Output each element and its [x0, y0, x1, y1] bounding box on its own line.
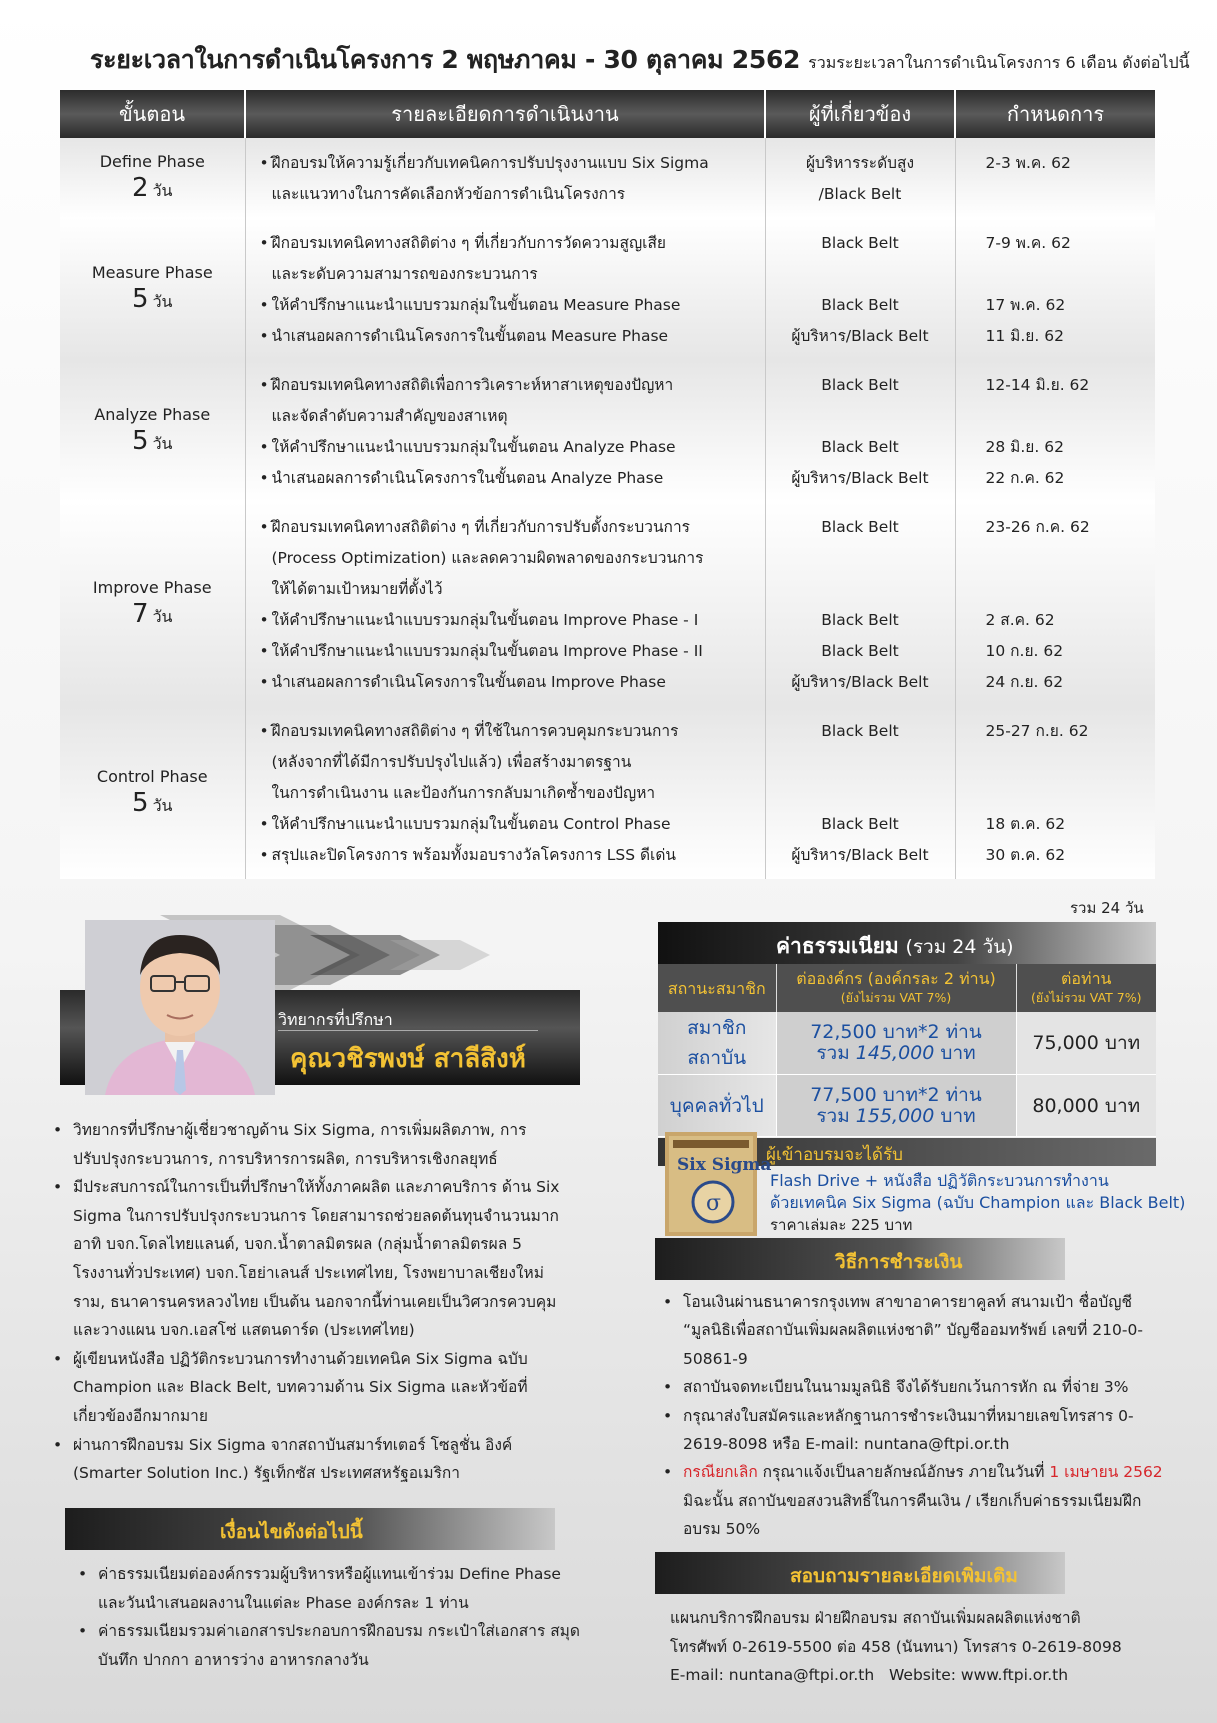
- task-line: ให้ได้ตามเป้าหมายที่ตั้งไว้: [271, 580, 443, 598]
- bio-item: • ผู้เขียนหนังสือ ปฏิวัติกระบวนการทำงานด้วยเทคนิค Six Sigma ฉบับ Champion และ Black Belt, บทความด้าน Six Sigma และหัวข้อที่เกี่ยวข้องอีกมากมาย: [45, 1345, 575, 1431]
- schedule-total: รวม 24 วัน: [1070, 899, 1144, 917]
- phase-name: Analyze Phase: [94, 405, 211, 424]
- person-line: [766, 259, 955, 290]
- cancel-deadline: 1 เมษายน 2562: [1049, 1463, 1163, 1482]
- schedule-row: [60, 360, 1155, 502]
- benefits-line: ด้วยเทคนิค Six Sigma (ฉบับ Champion และ Black Belt): [770, 1193, 1186, 1212]
- person-line: Black Belt: [821, 296, 899, 314]
- person-line: ผู้บริหาร/Black Belt: [791, 846, 929, 864]
- date-line: [986, 259, 1150, 290]
- task-line: • ให้คำปรึกษาแนะนำแบบรวมกลุ่มในขั้นตอน Improve Phase - I: [260, 605, 759, 636]
- task-line: • นำเสนอผลการดำเนินโครงการในขั้นตอน Improve Phase: [260, 667, 759, 698]
- date-line: 28 มิ.ย. 62: [985, 438, 1064, 456]
- detail-cell: [245, 360, 765, 502]
- fees-column-header: สถานะสมาชิก: [658, 964, 776, 1012]
- task-line: • ฝึกอบรมเทคนิคทางสถิติเพื่อการวิเคราะห์หาสาเหตุของปัญหา: [260, 370, 759, 401]
- fees-title-sub: (รวม 24 วัน): [905, 936, 1014, 958]
- schedule-row: [60, 138, 1155, 218]
- contact-line: E-mail: nuntana@ftpi.or.th Website: www.ftpi.or.th: [670, 1666, 1069, 1685]
- task-line: • ให้คำปรึกษาแนะนำแบบรวมกลุ่มในขั้นตอน Improve Phase - II: [260, 636, 759, 667]
- benefits-text: [770, 1170, 1185, 1236]
- phase-name: Improve Phase: [92, 578, 212, 597]
- bio-item: • วิทยากรที่ปรึกษาผู้เชี่ยวชาญด้าน Six Sigma, การเพิ่มผลิตภาพ, การปรับปรุงกระบวนการ, การบริหารการผลิต, การบริหารเชิงกลยุทธ์: [45, 1116, 575, 1173]
- task-line: • นำเสนอผลการดำเนินโครงการในขั้นตอน Measure Phase: [260, 321, 759, 352]
- payment-list: [655, 1288, 1165, 1544]
- date-line: [986, 778, 1150, 809]
- task-line: • ฝึกอบรมเทคนิคทางสถิติต่าง ๆ ที่เกี่ยวกับการวัดความสูญเสีย: [260, 228, 759, 259]
- contact-title: สอบถามรายละเอียดเพิ่มเติม: [790, 1565, 1018, 1587]
- ppl-cell: [765, 360, 955, 502]
- person-line: ผู้บริหารระดับสูง: [805, 154, 915, 172]
- benefits-title: ผู้เข้าอบรมจะได้รับ: [766, 1145, 903, 1165]
- task-line: และแนวทางในการคัดเลือกหัวข้อการดำเนินโครงการ: [271, 185, 626, 203]
- page-subtitle: รวมระยะเวลาในการดำเนินโครงการ 6 เดือน ดังต่อไปนี้: [808, 53, 1190, 72]
- task-line: และระดับความสามารถของกระบวนการ: [271, 265, 538, 283]
- column-header: ผู้ที่เกี่ยวข้อง: [765, 90, 955, 138]
- person-line: ผู้บริหาร/Black Belt: [791, 469, 929, 487]
- conditions-title: เงื่อนไขดังต่อไปนี้: [220, 1521, 363, 1543]
- phase-cell: [60, 502, 245, 706]
- advisor-label: วิทยากรที่ปรึกษา: [278, 1010, 393, 1029]
- fees-row: [658, 1075, 1156, 1137]
- page-title: ระยะเวลาในการดำเนินโครงการ 2 พฤษภาคม - 30 ตุลาคม 2562: [90, 45, 801, 74]
- date-line: [986, 543, 1150, 574]
- date-line: 2-3 พ.ค. 62: [985, 154, 1071, 172]
- phase-duration: 5 วัน: [132, 426, 173, 456]
- ppl-cell: [765, 138, 955, 218]
- fees-column-header: ต่อท่าน (ยังไม่รวม VAT 7%): [1016, 964, 1156, 1012]
- when-cell: [955, 360, 1155, 502]
- schedule-row: [60, 218, 1155, 360]
- date-line: 23-26 ก.ค. 62: [985, 518, 1090, 536]
- fees-row: [658, 1012, 1156, 1075]
- svg-text:Six Sigma: Six Sigma: [677, 1155, 772, 1175]
- person-line: [766, 543, 955, 574]
- when-cell: [955, 138, 1155, 218]
- contact-line: แผนกบริการฝึกอบรม ฝ่ายฝึกอบรม สถาบันเพิ่มผลผลิตแห่งชาติ: [670, 1609, 1081, 1627]
- ppl-cell: [765, 706, 955, 879]
- person-line: Black Belt: [821, 722, 899, 740]
- payment-title: วิธีการชำระเงิน: [835, 1251, 963, 1273]
- conditions-list: [70, 1560, 580, 1674]
- task-line: • ฝึกอบรมเทคนิคทางสถิติต่าง ๆ ที่ใช้ในการควบคุมกระบวนการ: [260, 716, 759, 747]
- contact-info: [670, 1604, 1122, 1690]
- task-line: (Process Optimization) และลดความผิดพลาดของกระบวนการ: [271, 549, 704, 567]
- condition-item: • ค่าธรรมเนียมต่อองค์กรรวมผู้บริหารหรือผู้แทนเข้าร่วม Define Phase และวันนำเสนอผลงานในแต่ละ Phase องค์กรละ 1 ท่าน: [70, 1560, 580, 1617]
- person-line: Black Belt: [821, 815, 899, 833]
- column-header: กำหนดการ: [955, 90, 1155, 138]
- when-cell: [955, 706, 1155, 879]
- task-line: • นำเสนอผลการดำเนินโครงการในขั้นตอน Analyze Phase: [260, 463, 759, 494]
- task-line: • ให้คำปรึกษาแนะนำแบบรวมกลุ่มในขั้นตอน Analyze Phase: [260, 432, 759, 463]
- task-line: • สรุปและปิดโครงการ พร้อมทั้งมอบรางวัลโครงการ LSS ดีเด่น: [260, 840, 759, 871]
- date-line: [986, 401, 1150, 432]
- detail-cell: [245, 706, 765, 879]
- payment-item: • โอนเงินผ่านธนาคารกรุงเทพ สาขาอาคารยาคูลท์ สนามเป้า ชื่อบัญชี “มูลนิธิเพื่อสถาบันเพิ่มผลผลิตแห่งชาติ” บัญชีออมทรัพย์ เลขที่ 210-0-50861-9: [655, 1288, 1165, 1373]
- task-line: • ให้คำปรึกษาแนะนำแบบรวมกลุ่มในขั้นตอน Control Phase: [260, 809, 759, 840]
- contact-line: โทรศัพท์ 0-2619-5500 ต่อ 458 (นันทนา) โทรสาร 0-2619-8098: [670, 1637, 1122, 1656]
- task-line: ในการดำเนินงาน และป้องกันการกลับมาเกิดซ้ำของปัญหา: [271, 784, 656, 802]
- task-line: • ฝึกอบรมเทคนิคทางสถิติต่าง ๆ ที่เกี่ยวกับการปรับตั้งกระบวนการ: [260, 512, 759, 543]
- person-line: [766, 401, 955, 432]
- detail-cell: [245, 502, 765, 706]
- phase-cell: [60, 138, 245, 218]
- date-line: 7-9 พ.ค. 62: [985, 234, 1071, 252]
- date-line: 24 ก.ย. 62: [985, 673, 1064, 691]
- date-line: [986, 747, 1150, 778]
- phase-cell: [60, 360, 245, 502]
- cancel-label: กรณียกเลิก: [683, 1463, 758, 1482]
- schedule-row: [60, 706, 1155, 879]
- date-line: [986, 179, 1150, 210]
- person-line: Black Belt: [821, 234, 899, 252]
- phase-cell: [60, 706, 245, 879]
- date-line: 12-14 มิ.ย. 62: [985, 376, 1090, 394]
- date-line: 17 พ.ค. 62: [985, 296, 1066, 314]
- date-line: [986, 574, 1150, 605]
- task-line: (หลังจากที่ได้มีการปรับปรุงไปแล้ว) เพื่อสร้างมาตรฐาน: [271, 753, 632, 771]
- bio-item: • มีประสบการณ์ในการเป็นที่ปรึกษาให้ทั้งภาคผลิต และภาคบริการ ด้าน Six Sigma ในการปรับปรุงกระบวนการ โดยสามารถช่วยลดต้นทุนจำนวนมาก อาทิ บจก.โดลไทยแลนด์, บจก.น้ำตาลมิตรผล (กลุ่มน้ำตาลมิตรผล 5 โรงงานทั่วประเทศ) บจก.โฮย่าเลนส์ ประเทศไทย, โรงพยาบาลเชียงใหม่ราม, ธนาคารนครหลวงไทย เป็นต้น นอกจากนี้ท่านเคยเป็นวิศวกรควบคุมและวางแผน บจก.เอสโซ่ แสตนดาร์ด (ประเทศไทย): [45, 1173, 575, 1345]
- org-price: 72,500 บาท*2 ท่าน รวม 145,000 บาท: [776, 1012, 1016, 1075]
- ppl-cell: [765, 502, 955, 706]
- person-line: [766, 574, 955, 605]
- column-header: รายละเอียดการดำเนินงาน: [245, 90, 765, 138]
- phase-duration: 5 วัน: [132, 284, 173, 314]
- schedule-row: [60, 502, 1155, 706]
- per-person-price: 80,000 บาท: [1016, 1075, 1156, 1137]
- person-line: ผู้บริหาร/Black Belt: [791, 327, 929, 345]
- schedule-table: [60, 90, 1155, 879]
- benefits-line: Flash Drive + หนังสือ ปฏิวัติกระบวนการทำงาน: [770, 1171, 1109, 1190]
- svg-text:σ: σ: [706, 1191, 722, 1216]
- date-line: 30 ต.ค. 62: [985, 846, 1066, 864]
- date-line: 18 ต.ค. 62: [985, 815, 1066, 833]
- advisor-name: คุณวชิรพงษ์ สาลีสิงห์: [290, 1044, 526, 1074]
- fees-column-header: ต่อองค์กร (องค์กรละ 2 ท่าน) (ยังไม่รวม VAT 7%): [776, 964, 1016, 1012]
- payment-item: • กรุณาส่งใบสมัครและหลักฐานการชำระเงินมาที่หมายเลขโทรสาร 0-2619-8098 หรือ E-mail: nuntana@ftpi.or.th: [655, 1402, 1165, 1459]
- when-cell: [955, 218, 1155, 360]
- date-line: 25-27 ก.ย. 62: [985, 722, 1089, 740]
- fees-title: ค่าธรรมเนียม: [776, 934, 899, 958]
- phase-duration: 7 วัน: [132, 599, 173, 629]
- date-line: 11 มิ.ย. 62: [985, 327, 1064, 345]
- detail-cell: [245, 138, 765, 218]
- phase-cell: [60, 218, 245, 360]
- book-price: ราคาเล่มละ 225 บาท: [770, 1216, 913, 1234]
- ppl-cell: [765, 218, 955, 360]
- bio-item: • ผ่านการฝึกอบรม Six Sigma จากสถาบันสมาร์ทเตอร์ โซลูชั่น อิงค์ (Smarter Solution Inc.) รัฐเท็กซัส ประเทศสหรัฐอเมริกา: [45, 1431, 575, 1488]
- phase-duration: 5 วัน: [132, 787, 173, 818]
- member-type: บุคคลทั่วไป: [658, 1075, 776, 1137]
- phase-name: Control Phase: [96, 766, 208, 786]
- fees-header: [658, 922, 1156, 964]
- member-type: สมาชิกสถาบัน: [658, 1012, 776, 1075]
- fees-table: [658, 964, 1156, 1137]
- phase-name: Measure Phase: [91, 263, 213, 282]
- cancel-policy: • กรณียกเลิก กรุณาแจ้งเป็นลายลักษณ์อักษร ภายในวันที่ 1 เมษายน 2562 มิฉะนั้น สถาบันขอสงวนสิทธิ์ในการคืนเงิน / เรียกเก็บค่าธรรมเนียมฝึกอบรม 50%: [655, 1458, 1165, 1543]
- person-line: Black Belt: [821, 611, 899, 629]
- page-heading: [90, 40, 1190, 80]
- person-line: [766, 747, 955, 778]
- advisor-bio: [45, 1116, 575, 1488]
- date-line: 22 ก.ค. 62: [985, 469, 1065, 487]
- person-line: Black Belt: [821, 642, 899, 660]
- person-line: [766, 778, 955, 809]
- phase-name: Define Phase: [99, 152, 205, 171]
- book-cover-image: [665, 1132, 772, 1236]
- condition-item: • ค่าธรรมเนียมรวมค่าเอกสารประกอบการฝึกอบรม กระเป๋าใส่เอกสาร สมุดบันทึก ปากกา อาหารว่าง อาหารกลางวัน: [70, 1617, 580, 1674]
- person-line: ผู้บริหาร/Black Belt: [791, 673, 929, 691]
- column-header: ขั้นตอน: [60, 90, 245, 138]
- person-line: Black Belt: [821, 376, 899, 394]
- person-line: /Black Belt: [818, 185, 902, 203]
- payment-item: • สถาบันจดทะเบียนในนามมูลนิธิ จึงได้รับยกเว้นการหัก ณ ที่จ่าย 3%: [655, 1373, 1165, 1401]
- task-line: • ให้คำปรึกษาแนะนำแบบรวมกลุ่มในขั้นตอน Measure Phase: [260, 290, 759, 321]
- phase-duration: 2 วัน: [132, 173, 173, 203]
- task-line: • ฝึกอบรมให้ความรู้เกี่ยวกับเทคนิคการปรับปรุงงานแบบ Six Sigma: [260, 148, 759, 179]
- per-person-price: 75,000 บาท: [1016, 1012, 1156, 1075]
- person-line: Black Belt: [821, 438, 899, 456]
- advisor-photo: [85, 920, 275, 1095]
- date-line: 10 ก.ย. 62: [985, 642, 1064, 660]
- person-line: Black Belt: [821, 518, 899, 536]
- detail-cell: [245, 218, 765, 360]
- task-line: และจัดลำดับความสำคัญของสาเหตุ: [271, 407, 508, 425]
- date-line: 2 ส.ค. 62: [985, 611, 1055, 629]
- org-price: 77,500 บาท*2 ท่าน รวม 155,000 บาท: [776, 1075, 1016, 1137]
- when-cell: [955, 502, 1155, 706]
- advisor-divider: [278, 1030, 538, 1031]
